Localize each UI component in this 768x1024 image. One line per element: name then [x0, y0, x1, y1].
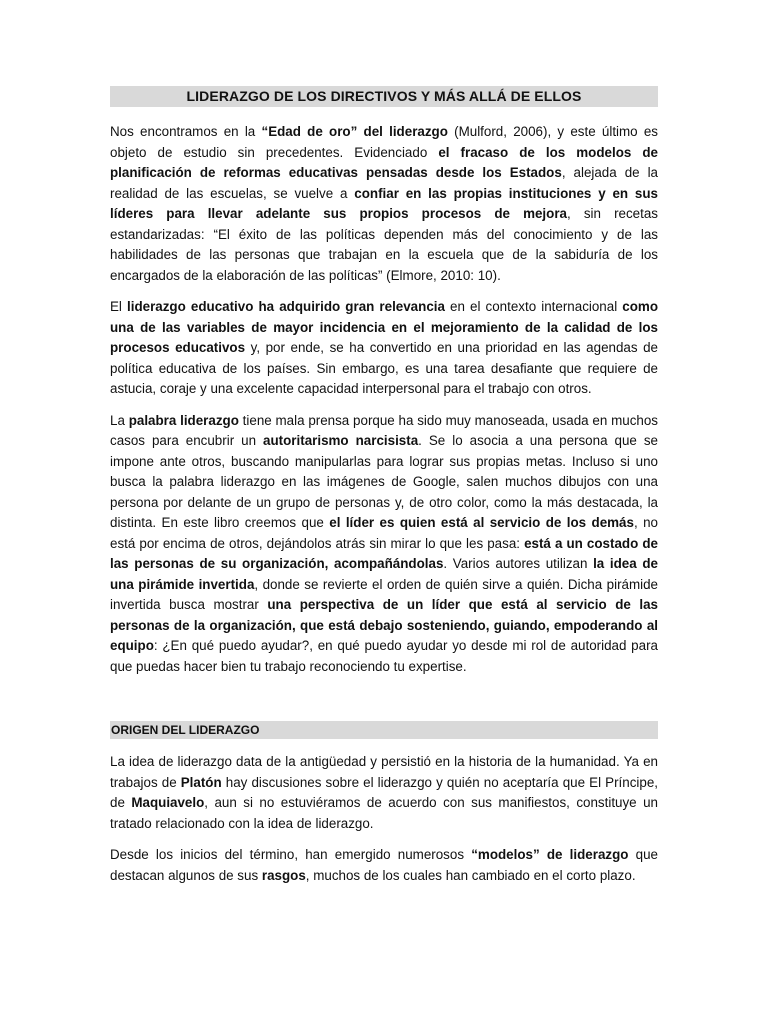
bold-run: “modelos” de liderazgo	[471, 847, 629, 862]
text-run: tiene mala prensa porque ha sido muy manoseada, usada en muchos casos para encubrir un	[110, 412, 658, 448]
text-run: . Varios autores utilizan	[443, 556, 594, 571]
text-run: , muchos de los cuales han cambiado en el corto plazo.	[305, 867, 636, 883]
text-run: , no está por encima de otros, dejándolos atrás sin mirar lo que les pasa:	[110, 515, 658, 551]
text-run: El	[110, 299, 128, 314]
bold-run: está a un costado de las personas de su organización, acompañándolas	[110, 535, 658, 571]
bold-run: Maquiavelo	[131, 795, 205, 810]
text-run: hay discusiones sobre el liderazgo y quién no aceptaría que El Príncipe, de	[110, 774, 658, 810]
text-run: : ¿En qué puedo ayudar?, en qué puedo ayudar yo desde mi rol de autoridad para que puedas hacer bien tu trabajo reconociendo tu expertise.	[110, 638, 658, 674]
paragraph	[110, 411, 658, 678]
paragraph	[110, 845, 658, 886]
bold-run: rasgos	[261, 867, 306, 883]
text-run: Nos encontramos en la	[110, 124, 262, 139]
paragraph	[110, 122, 658, 286]
bold-run: el líder es quien está al servicio de los demás	[329, 515, 634, 530]
bold-run: liderazgo educativo ha adquirido gran relevancia	[127, 299, 445, 314]
bold-run: autoritarismo narcisista	[263, 433, 419, 448]
text-run: . Se lo asocia a una persona que se impone ante otros, buscando manipularlas para lograr sus propias metas. Incluso si uno busca la palabra liderazgo en las imágenes de Google, salen muchos dibujos con una persona por delante de un grupo de personas y, de otro color, como la más destacada, la distinta. En este libro creemos que	[110, 433, 658, 530]
text-run: que destacan algunos de sus	[110, 847, 659, 883]
text-run: , aun si no estuviéramos de acuerdo con sus manifiestos, constituye un tratado relacionado con la idea de liderazgo.	[110, 795, 658, 831]
text-run: Desde los inicios del término, han emergido numerosos	[110, 847, 472, 862]
text-run: en el contexto internacional	[444, 299, 623, 314]
bold-run: el fracaso de los modelos de planificación de reformas educativas pensadas desde los Estados	[110, 144, 658, 180]
section-heading: ORIGEN DEL LIDERAZGO	[110, 721, 658, 739]
text-run: , donde se revierte el orden de quién sirve a quién. Dicha pirámide invertida busca mostrar	[110, 576, 658, 612]
bold-run: confiar en las propias instituciones y en sus líderes para llevar adelante sus propios procesos de mejora	[110, 185, 658, 221]
text-run: y, por ende, se ha convertido en una prioridad en las agendas de política educativa de los países. Sin embargo, es una tarea desafiante que requiere de astucia, coraje y una excelente capacidad interpersonal para el trabajo con otros.	[110, 340, 659, 396]
text-run: , alejada de la realidad de las escuelas, se vuelve a	[110, 165, 658, 201]
document-title: LIDERAZGO DE LOS DIRECTIVOS Y MÁS ALLÁ DE ELLOS	[110, 86, 658, 107]
bold-run: palabra liderazgo	[128, 412, 239, 428]
bold-run: la idea de una pirámide invertida	[110, 556, 658, 592]
text-run: La	[110, 412, 129, 428]
text-run: (Mulford, 2006), y este último es objeto de estudio sin precedentes. Evidenciado	[110, 124, 658, 160]
document-page	[110, 86, 658, 886]
paragraph	[110, 297, 658, 400]
paragraph	[110, 752, 658, 834]
bold-run: una perspectiva de un líder que está al servicio de las personas de la organización, que está debajo sosteniendo, guiando, empoderando al equipo	[110, 597, 658, 653]
bold-run: “Edad de oro” del liderazgo	[261, 124, 448, 139]
text-run: , sin recetas estandarizadas: “El éxito de las políticas dependen más del conocimiento y de las habilidades de las personas que trabajan en la escuela que de la sabiduría de los encargados de la elaboración de las políticas” (Elmore, 2010: 10).	[110, 206, 658, 283]
bold-run: Platón	[180, 774, 222, 790]
text-run: La idea de liderazgo data de la antigüedad y persistió en la historia de la humanidad. Ya en trabajos de	[110, 754, 658, 790]
bold-run: como una de las variables de mayor incidencia en el mejoramiento de la calidad de los procesos educativos	[110, 299, 658, 355]
